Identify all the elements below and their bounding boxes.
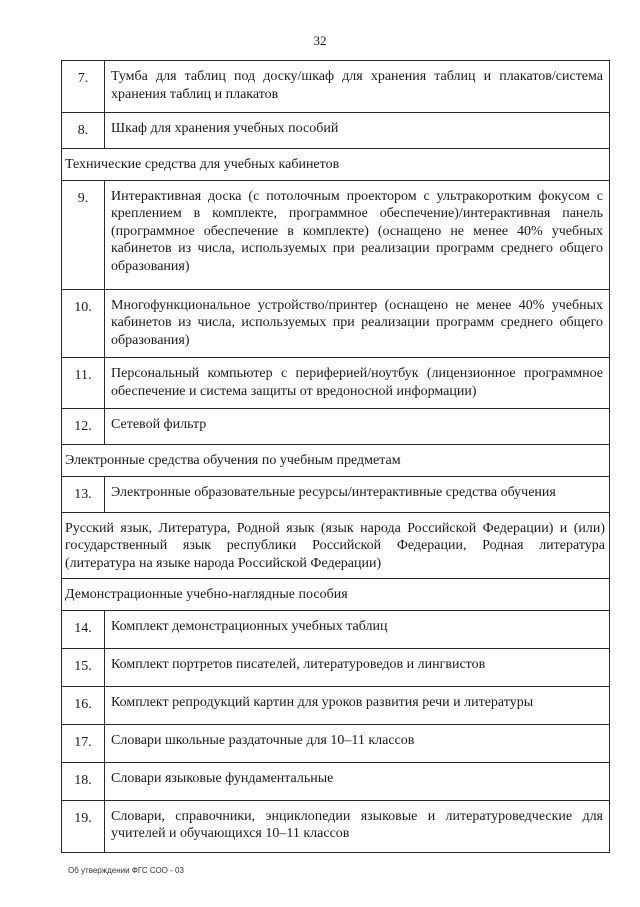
row-number: 16. [62, 686, 105, 724]
section-heading: Русский язык, Литература, Родной язык (язык народа Российской Федерации) и (или) государственный язык республики Российской Федерации, Родная литература (литература на языке народа Российской Федерации) [62, 512, 610, 579]
equipment-table [61, 60, 610, 853]
row-text: Комплект демонстрационных учебных таблиц [105, 610, 610, 648]
table-row [62, 648, 610, 686]
row-number: 17. [62, 724, 105, 762]
table-row [62, 180, 610, 289]
row-number: 11. [62, 358, 105, 409]
row-number: 13. [62, 476, 105, 512]
table-row [62, 610, 610, 648]
document-footer: Об утверждении ФГС СОО - 03 [68, 866, 184, 875]
row-number: 12. [62, 409, 105, 445]
section-heading: Электронные средства обучения по учебным предметам [62, 445, 610, 477]
table-row [62, 724, 610, 762]
section-row [62, 149, 610, 181]
equipment-table-body [62, 61, 610, 853]
row-number: 19. [62, 800, 105, 852]
row-number: 15. [62, 648, 105, 686]
row-text: Сетевой фильтр [105, 409, 610, 445]
row-number: 18. [62, 762, 105, 800]
row-text: Словари школьные раздаточные для 10–11 классов [105, 724, 610, 762]
table-row [62, 476, 610, 512]
row-text: Многофункциональное устройство/принтер (оснащено не менее 40% учебных кабинетов из числа, используемых при реализации программ среднего общего образования) [105, 289, 610, 358]
row-number: 10. [62, 289, 105, 358]
row-text: Тумба для таблиц под доску/шкаф для хранения таблиц и плакатов/система хранения таблиц и плакатов [105, 61, 610, 113]
row-number: 9. [62, 180, 105, 289]
section-row [62, 445, 610, 477]
row-text: Комплект репродукций картин для уроков развития речи и литературы [105, 686, 610, 724]
table-row [62, 358, 610, 409]
row-text: Словари, справочники, энциклопедии языковые и литературоведческие для учителей и обучающихся 10–11 классов [105, 800, 610, 852]
table-row [62, 61, 610, 113]
row-text: Персональный компьютер с периферией/ноутбук (лицензионное программное обеспечение и система защиты от вредоносной информации) [105, 358, 610, 409]
table-row [62, 289, 610, 358]
row-text: Интерактивная доска (с потолочным проектором с ультракоротким фокусом с креплением в комплекте, программное обеспечение)/интерактивная панель (программное обеспечение в комплекте) (оснащено не менее 40% учебных кабинетов из числа, используемых при реализации программ среднего общего образования) [105, 180, 610, 289]
row-text: Словари языковые фундаментальные [105, 762, 610, 800]
table-row [62, 113, 610, 149]
row-number: 7. [62, 61, 105, 113]
row-text: Комплект портретов писателей, литературоведов и лингвистов [105, 648, 610, 686]
row-text: Электронные образовательные ресурсы/интерактивные средства обучения [105, 476, 610, 512]
page-number: 32 [313, 33, 327, 48]
row-number: 14. [62, 610, 105, 648]
row-text: Шкаф для хранения учебных пособий [105, 113, 610, 149]
table-row [62, 686, 610, 724]
section-heading: Демонстрационные учебно-наглядные пособия [62, 579, 610, 611]
row-number: 8. [62, 113, 105, 149]
table-row [62, 762, 610, 800]
table-row [62, 800, 610, 852]
section-row [62, 579, 610, 611]
table-row [62, 409, 610, 445]
section-heading: Технические средства для учебных кабинетов [62, 149, 610, 181]
section-row [62, 512, 610, 579]
